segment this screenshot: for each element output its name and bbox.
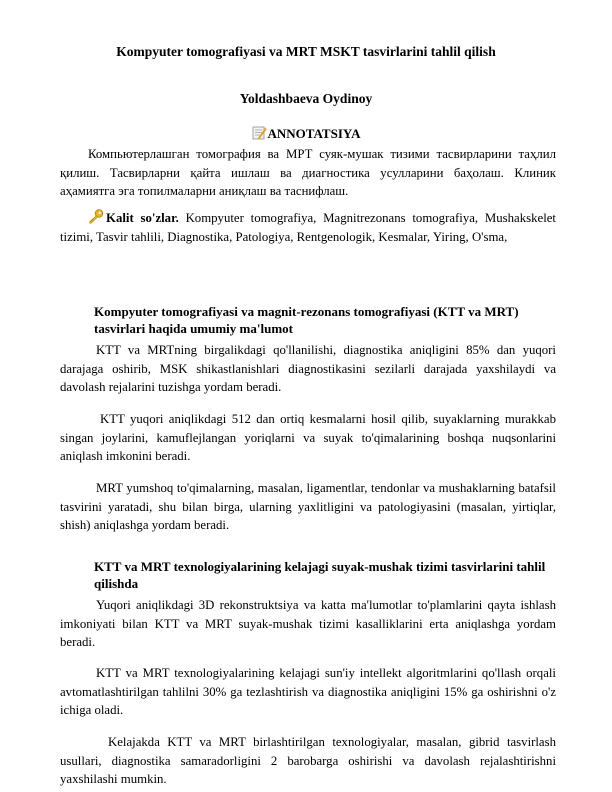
annotation-heading: ANNOTATSIYA xyxy=(267,126,361,141)
keywords-paragraph xyxy=(60,209,556,246)
keywords-label: Kalit so'zlar. xyxy=(106,211,179,225)
key-icon xyxy=(88,209,104,224)
section2-paragraph-3: Kelajakda KTT va MRT birlashtirilgan texnologiyalar, masalan, gibrid tasvirlash usullari, diagnostika samaradorligini 2 barobarga oshirishi va davolash rejalashtirishni yaxshilashi mumkin. xyxy=(60,735,556,786)
annotation-text: Компьютерлашган томография ва МРТ суяк-мушак тизими тасвирларини таҳлил қилиш. Тасвирларни қайта ишлаш ва диагностика усулларини баҳолаш. Клиник аҳамиятга эга топилмаларни аниқлаш ва таснифлаш. xyxy=(60,147,556,198)
keywords-text: Kompyuter tomografiya, Magnitrezonans tomografiya, Mushakskelet tizimi, Tasvir tahlili, Diagnostika, Patologiya, Rentgenologik, Kesmalar, Yiring, O'sma, xyxy=(60,211,556,244)
section1-paragraph-1: KTT va MRTning birgalikdagi qo'llanilishi, diagnostika aniqligini 85% dan yuqori darajaga oshirib, MSK shikastlanishlari diagnostikasini sezilarli darajada yaxshilaydi va davolash rejalarini tuzishga yordam beradi. xyxy=(60,343,556,394)
section1-heading: Kompyuter tomografiyasi va magnit-rezonans tomografiyasi (KTT va MRT) tasvirlari haqida umumiy ma'lumot xyxy=(94,304,519,336)
section2-paragraph-1: Yuqori aniqlikdagi 3D rekonstruktsiya va katta ma'lumotlar to'plamlarini qayta ishlash imkoniyati bilan KTT va MRT suyak-mushak tizimi kasalliklarini erta aniqlashga yordam beradi. xyxy=(60,598,556,649)
document-title: Kompyuter tomografiyasi va MRT MSKT tasvirlarini tahlil qilish xyxy=(116,44,496,59)
author-name: Yoldashbaeva Oydinoy xyxy=(239,91,373,106)
section1-paragraph-2: KTT yuqori aniqlikdagi 512 dan ortiq kesmalarni hosil qilib, suyaklarning murakkab singan joylarini, kamuflejlangan yoriqlarni va suyak to'qimalarining boshqa nuqsonlarini aniqlash imkonini beradi. xyxy=(60,412,556,463)
annotation-heading-row xyxy=(0,126,612,142)
section2-heading: KTT va MRT texnologiyalarining kelajagi suyak-mushak tizimi tasvirlarini tahlil qilishda xyxy=(94,559,546,591)
section2-paragraph-2: KTT va MRT texnologiyalarining kelajagi sun'iy intellekt algoritmlarini qo'llash orqali avtomatlashtirilgan tahlilni 30% ga tezlashtirish va diagnostika aniqligini 15% ga oshirishni o'z ichiga oladi. xyxy=(60,666,556,717)
section1-paragraph-3: MRT yumshoq to'qimalarning, masalan, ligamentlar, tendonlar va mushaklarning batafsil tasvirini yaratadi, shu bilan birga, ularning yaxlitligini va patologiyasini (masalan, yirtiqlar, shish) aniqlashga yordam beradi. xyxy=(60,481,556,532)
memo-icon xyxy=(252,126,267,140)
